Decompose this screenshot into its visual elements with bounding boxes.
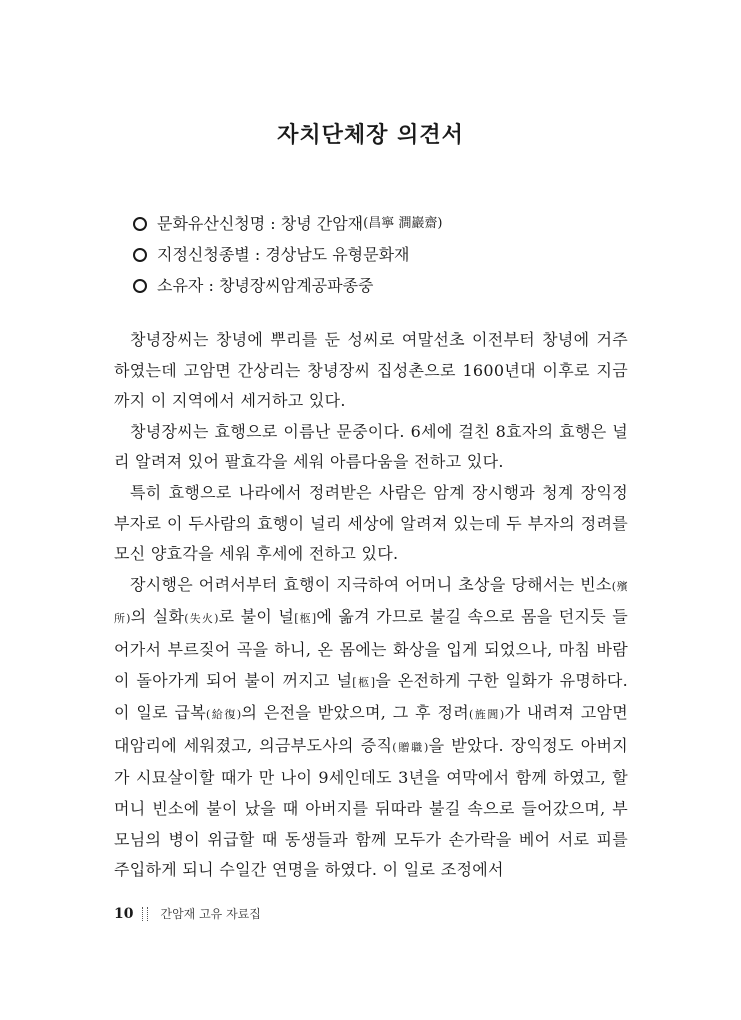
info-value: 창녕 간암재 (280, 214, 364, 233)
running-title: 간암재 고유 자료집 (160, 907, 261, 921)
hanja-annotation: (失火) (184, 612, 219, 626)
body-text (114, 325, 628, 886)
info-item-heritage-name (133, 208, 693, 239)
text-run: 의 실화 (130, 607, 185, 627)
info-label: 소유자 (157, 276, 204, 295)
application-info-list (133, 208, 693, 301)
page-title: 자치단체장 의견서 (277, 123, 464, 148)
info-label: 지정신청종별 (157, 245, 250, 264)
info-label: 문화유산신청명 (157, 214, 266, 233)
page-footer (114, 905, 261, 922)
info-item-designation-type (133, 239, 693, 270)
text-run: 을 온전하게 구한 일화가 유명하다. 이 일로 급복 (114, 670, 629, 723)
circle-bullet-icon (133, 248, 147, 262)
paragraph (114, 570, 628, 886)
info-value: 경상남도 유형문화재 (265, 245, 410, 264)
info-hanja: (昌寧 澗巖齋) (363, 216, 443, 231)
page-number: 10 (114, 905, 134, 922)
paragraph: 창녕장씨는 효행으로 이름난 문중이다. 6세에 걸친 8효자의 효행은 널리 알려져 있어 팔효각을 세워 아름다움을 전하고 있다. (114, 421, 628, 472)
text-run: 가 내려져 고암면 대암리에 세워졌고, 의금부도사의 증직 (114, 703, 628, 755)
info-separator: : (249, 245, 266, 264)
hanja-annotation: [柩] (294, 612, 317, 626)
text-run: 에 옮겨 가므로 불길 속으로 몸을 던지듯 들어가서 부르짖어 곡을 하니, 온 몸에는 화상을 입게 되었으나, 마침 바람이 돌아가게 되어 불이 꺼지고 널 (114, 607, 629, 690)
text-run: 의 은전을 받았으며, 그 후 정려 (241, 703, 469, 723)
text-run: 을 받았다. 장익정도 아버지가 시묘살이할 때가 만 나이 9세인데도 3년을 여막에서 함께 하였고, 할머니 빈소에 불이 났을 때 아버지를 뒤따라 불길 속으로 들어갔으며, 부모님의 병이 위급할 때 동생들과 함께 모두가 손가락을 베어 서로 피를 주입하게 되니 수일간 연명을 하였다. 이 일로 조정에서 (114, 735, 628, 880)
circle-bullet-icon (133, 279, 147, 293)
hanja-annotation: (贈職) (392, 740, 429, 754)
info-value: 창녕장씨암계공파종중 (218, 276, 374, 295)
info-separator: : (203, 276, 219, 295)
hanja-annotation: (殯所) (114, 579, 628, 626)
paragraph: 특히 효행으로 나라에서 정려받은 사람은 암계 장시행과 청계 장익정 부자로 이 두사람의 효행이 널리 세상에 알려져 있는데 두 부자의 정려를 모신 양효각을 세워 후세에 전하고 있다. (114, 482, 628, 564)
text-run: 로 불이 널 (218, 607, 295, 627)
dotted-divider-icon (142, 907, 148, 921)
paragraph: 창녕장씨는 창녕에 뿌리를 둔 성씨로 여말선초 이전부터 창녕에 거주하였는데 고암면 간상리는 창녕장씨 집성촌으로 1600년대 이후로 지금까지 이 지역에서 세거하고 있다. (114, 330, 628, 411)
text-run: 장시행은 어려서부터 효행이 지극하여 어머니 초상을 당해서는 빈소 (130, 574, 612, 594)
circle-bullet-icon (133, 217, 147, 231)
hanja-annotation: [柩] (352, 675, 376, 689)
info-item-owner (133, 270, 693, 301)
info-separator: : (265, 214, 281, 233)
hanja-annotation: (給復) (206, 708, 242, 722)
hanja-annotation: (旌閭) (469, 708, 505, 722)
